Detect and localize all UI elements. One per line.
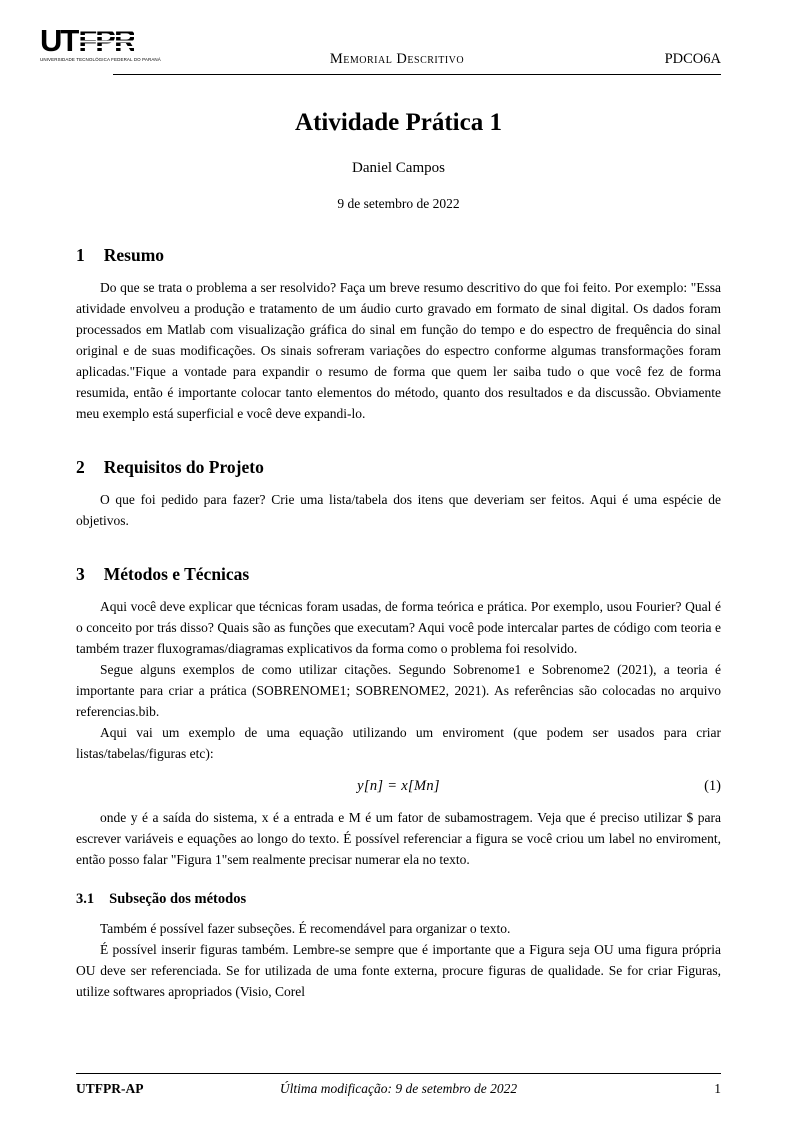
section-number: 3	[76, 564, 85, 584]
subsection-title: Subseção dos métodos	[109, 891, 247, 907]
page-title: Atividade Prática 1	[295, 109, 502, 136]
subsection-number: 3.1	[76, 891, 95, 907]
equation-number: (1)	[704, 778, 721, 794]
header-rule	[113, 74, 721, 75]
document-body	[76, 86, 721, 1002]
logo-subtitle: UNIVERSIDADE TECNOLÓGICA FEDERAL DO PARANÁ	[40, 57, 161, 63]
logo-fpr-glyph: FPR	[78, 23, 135, 58]
document-date: 9 de setembro de 2022	[337, 196, 460, 211]
metodos-paragraph-2: Segue alguns exemplos de como utilizar citações. Segundo Sobrenome1 e Sobrenome2 (2021), a teoria é importante para criar a prática (SOBRENOME1; SOBRENOME2, 2021). As referências são colocadas no arquivo referencias.bib.	[76, 662, 721, 719]
requisitos-paragraph: O que foi pedido para fazer? Crie uma lista/tabela dos itens que deveriam ser feitos. Aqui é uma espécie de objetivos.	[76, 492, 721, 528]
header-course-code: PDCO6A	[664, 51, 721, 67]
metodos-paragraph-1: Aqui você deve explicar que técnicas foram usadas, de forma teórica e prática. Por exemplo, usou Fourier? Qual é o conceito por trás disso? Quais são as funções que executam? Aqui você pode intercalar partes de código com teoria e também trazer fluxogramas/diagramas explicativos da forma como o problema foi resolvido.	[76, 599, 721, 656]
metodos-paragraph-4: onde y é a saída do sistema, x é a entrada e M é um fator de subamostragem. Veja que é preciso utilizar $ para escrever variáveis e equações ao longo do texto. É possível referenciar a figura se você criou um label no enviroment, então posso falar "Figura 1"sem realmente precisar numerar ela no texto.	[76, 810, 721, 867]
section-heading-requisitos	[76, 456, 721, 478]
section-title: Resumo	[103, 245, 165, 265]
resumo-paragraph: Do que se trata o problema a ser resolvido? Faça um breve resumo descritivo do que foi feito. Por exemplo: "Essa atividade envolveu a produção e tratamento de um áudio curto gravado em formato de sinal digital. Os dados foram processados em Matlab com visualização gráfica do sinal em função do tempo e do espectro de frequência do sinal original e de suas modificações. Os sinais sofreram variações do espectro conforme algumas transformações foram aplicadas."Fique a vontade para expandir o resumo de forma que quem ler saiba tudo o que você fez de forma resumida, então é importante colocar tanto elementos do método, quanto dos resultados e da discussão. Obviamente meu exemplo está superficial e você deve expandi-lo.	[76, 280, 721, 421]
equation-body: y[n] = x[Mn]	[357, 778, 440, 794]
subsection-heading-metodos	[76, 890, 721, 909]
section-title: Requisitos do Projeto	[103, 457, 264, 477]
page-header	[0, 0, 794, 86]
section-heading-metodos	[76, 563, 721, 585]
header-doc-type: Memorial Descritivo	[329, 51, 465, 67]
section-number: 2	[76, 457, 85, 477]
section-heading-resumo	[76, 244, 721, 266]
footer-last-modified: Última modificação: 9 de setembro de 2022	[279, 1081, 518, 1096]
section-number: 1	[76, 245, 85, 265]
equation-block	[76, 776, 721, 797]
subsecao-paragraph-1: Também é possível fazer subseções. É recomendável para organizar o texto.	[100, 921, 511, 936]
page-footer	[76, 1073, 721, 1097]
subsecao-paragraph-2: É possível inserir figuras também. Lembre-se sempre que é importante que a Figura seja OU uma figura própria OU deve ser referenciada. Se for utilizada de uma fonte externa, procure figuras de qualidade. Se for criar Figuras, utilize softwares apropriados (Visio, Corel	[76, 942, 721, 999]
footer-document-code: UTFPR-AP	[76, 1081, 144, 1096]
metodos-paragraph-3: Aqui vai um exemplo de uma equação utilizando um enviroment (que podem ser usados para criar listas/tabelas/figuras etc):	[76, 725, 721, 761]
footer-page-number: 1	[714, 1081, 721, 1096]
section-title: Métodos e Técnicas	[103, 564, 250, 584]
logo-ut-glyph: UT	[40, 23, 78, 58]
author-name: Daniel Campos	[352, 160, 445, 176]
